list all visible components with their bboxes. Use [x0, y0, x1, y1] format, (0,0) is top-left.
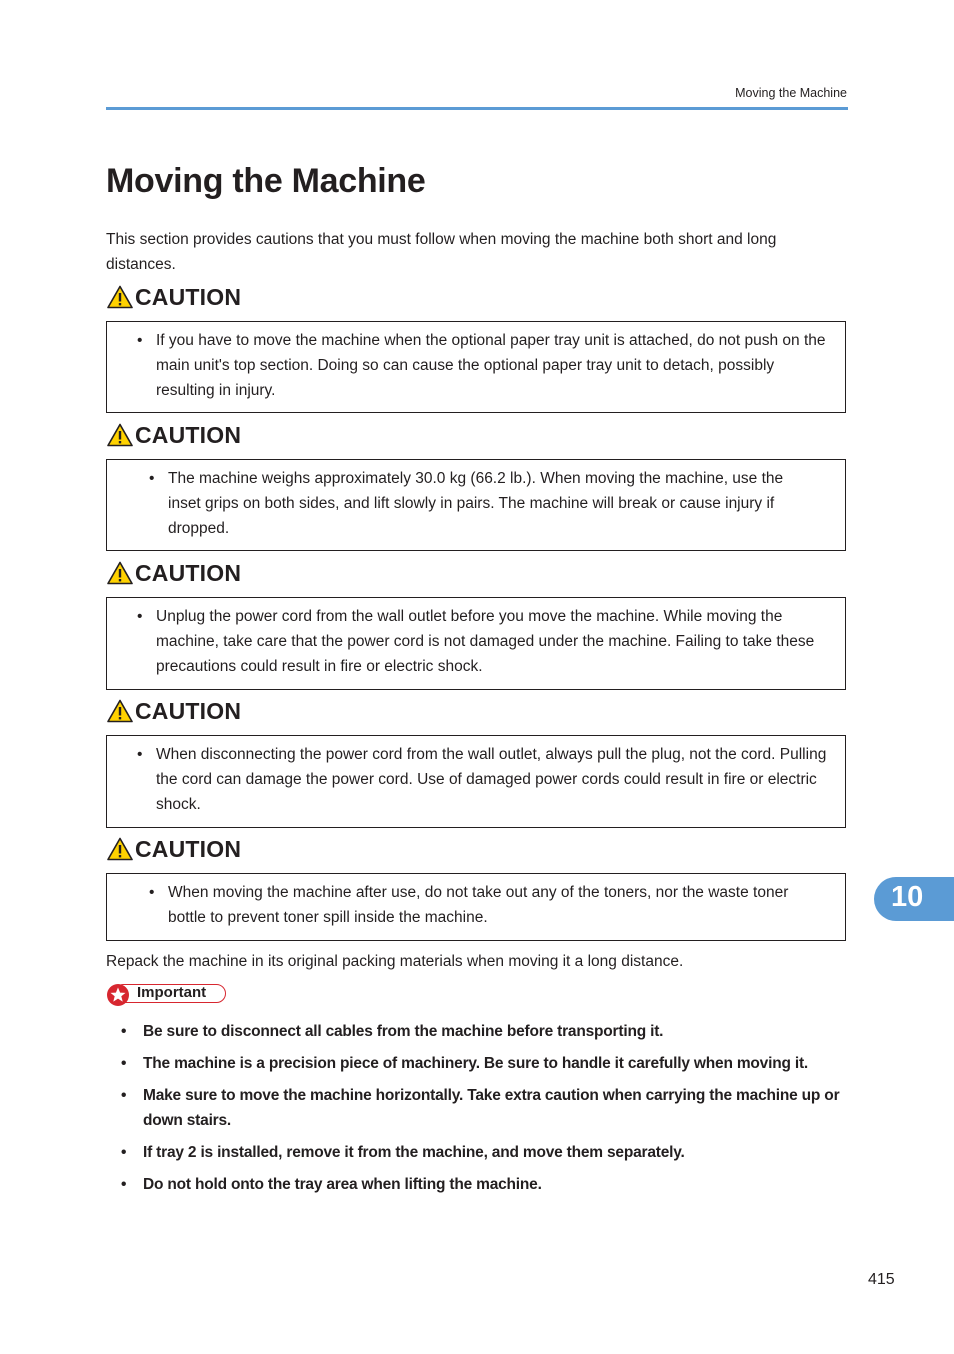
repack-paragraph: Repack the machine in its original packing materials when moving it a long distance. — [106, 953, 684, 970]
caution-heading — [107, 421, 241, 449]
caution-label: CAUTION — [135, 559, 242, 586]
chapter-number: 10 — [891, 881, 924, 913]
caution-label: CAUTION — [135, 421, 242, 448]
chapter-tab — [874, 877, 954, 921]
important-pill — [114, 984, 226, 1003]
warning-triangle-icon — [107, 837, 133, 861]
caution-box — [106, 873, 846, 941]
intro-paragraph: This section provides cautions that you must follow when moving the machine both short and long distances. — [106, 231, 777, 273]
header-rule — [106, 107, 848, 110]
caution-heading — [107, 835, 241, 863]
warning-triangle-icon — [107, 423, 133, 447]
running-header: Moving the Machine — [735, 86, 847, 100]
warning-triangle-icon — [107, 285, 133, 309]
star-icon — [106, 983, 130, 1007]
caution-heading — [107, 283, 241, 311]
caution-label: CAUTION — [135, 835, 242, 862]
caution-label: CAUTION — [135, 697, 242, 724]
page-title: Moving the Machine — [106, 162, 426, 200]
important-item: • Make sure to move the machine horizontally. Take extra caution when carrying the machine up or down stairs. — [143, 1083, 848, 1133]
caution-box — [106, 735, 846, 828]
caution-item: • If you have to move the machine when the optional paper tray unit is attached, do not push on the main unit's top section. Doing so can cause the optional paper tray unit to detach, possibly resulting in injury. — [156, 328, 831, 403]
caution-item: • Unplug the power cord from the wall outlet before you move the machine. While moving the machine, take care that the power cord is not damaged under the machine. Failing to take these precautions could result in fire or electric shock. — [156, 604, 839, 679]
caution-box — [106, 597, 846, 690]
caution-box — [106, 459, 846, 551]
important-item: • Do not hold onto the tray area when lifting the machine. — [143, 1172, 848, 1197]
caution-label: CAUTION — [135, 283, 242, 310]
caution-heading — [107, 697, 241, 725]
important-item: • Be sure to disconnect all cables from the machine before transporting it. — [143, 1019, 848, 1044]
caution-heading — [107, 559, 241, 587]
important-item: • The machine is a precision piece of machinery. Be sure to handle it carefully when moving it. — [143, 1051, 848, 1076]
important-list — [143, 1019, 848, 1204]
caution-box — [106, 321, 846, 413]
caution-item: • The machine weighs approximately 30.0 kg (66.2 lb.). When moving the machine, use the inset grips on both sides, and lift slowly in pairs. The machine will break or cause injury if dropped. — [168, 466, 815, 541]
caution-item: • When disconnecting the power cord from the wall outlet, always pull the plug, not the cord. Pulling the cord can damage the power cord. Use of damaged power cords could result in fire or electric shock. — [156, 742, 829, 817]
warning-triangle-icon — [107, 699, 133, 723]
page-number: 415 — [868, 1271, 895, 1288]
warning-triangle-icon — [107, 561, 133, 585]
caution-item: • When moving the machine after use, do not take out any of the toners, nor the waste toner bottle to prevent toner spill inside the machine. — [168, 880, 815, 930]
important-item: • If tray 2 is installed, remove it from the machine, and move them separately. — [143, 1140, 848, 1165]
important-text: Important — [137, 984, 207, 1001]
